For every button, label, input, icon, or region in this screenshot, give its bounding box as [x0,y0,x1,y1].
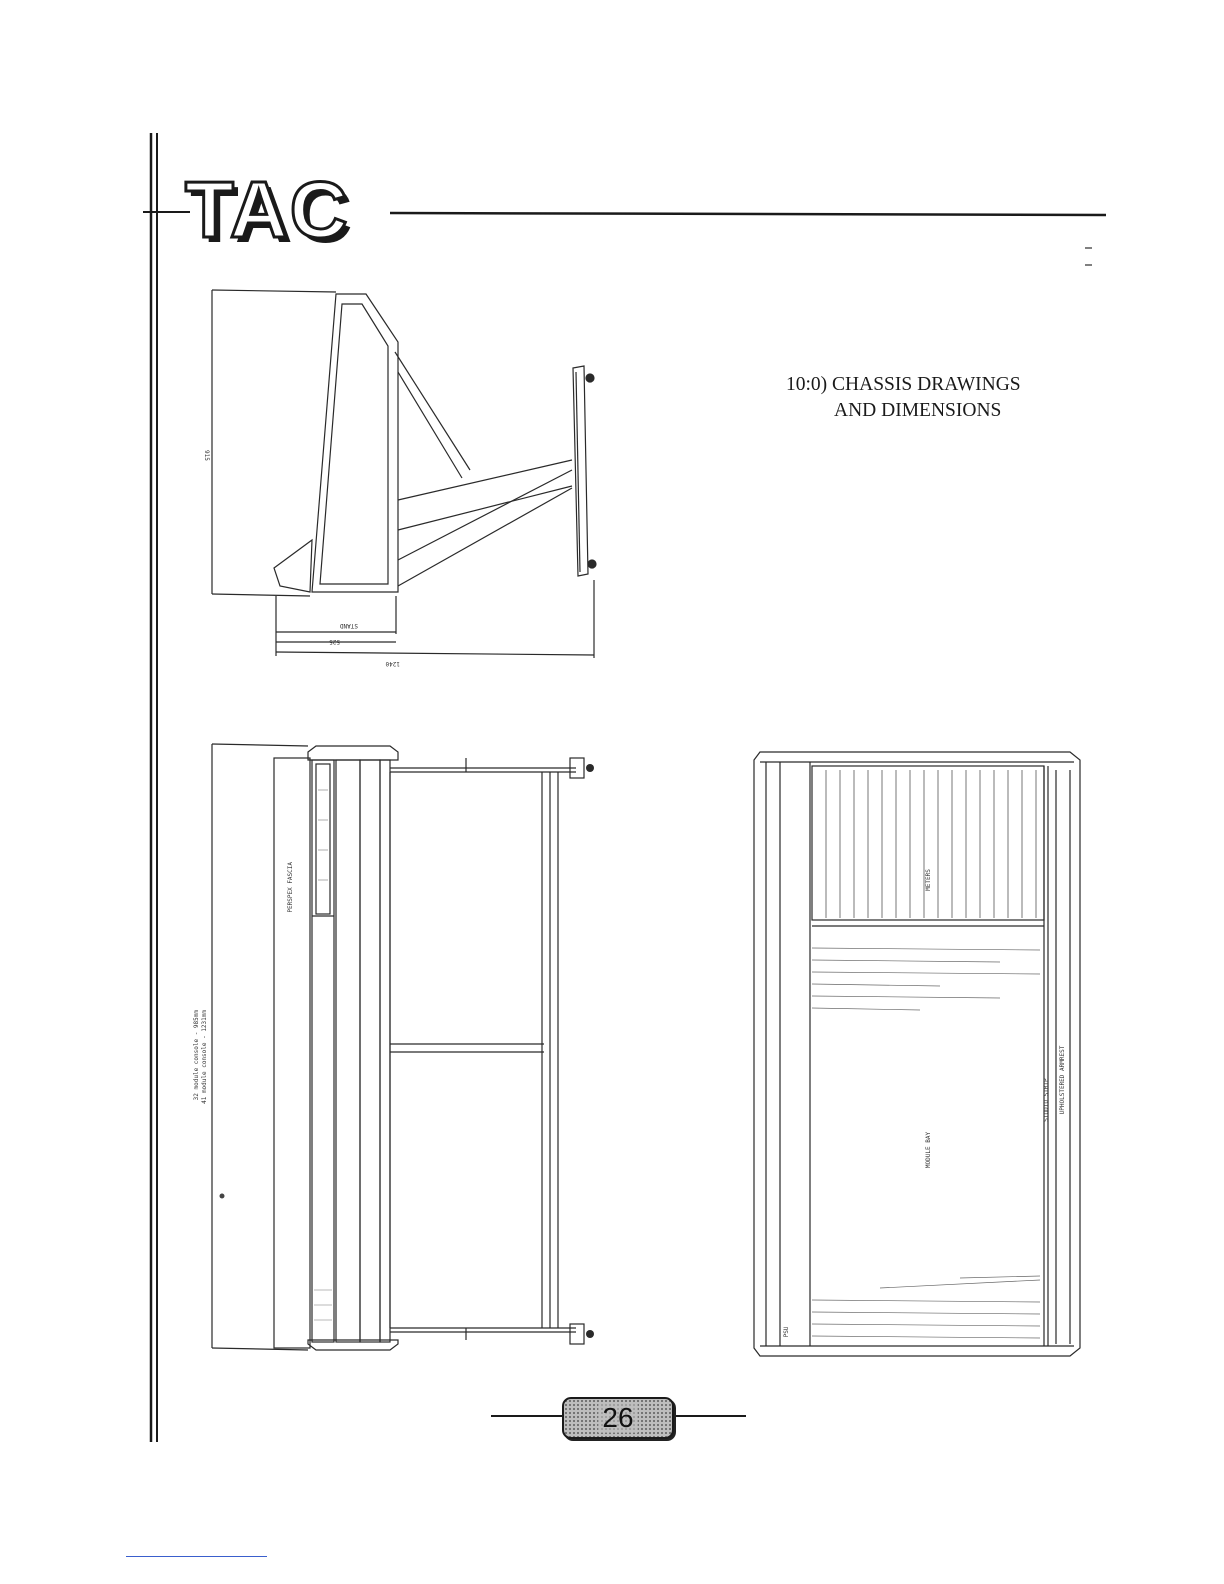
meters-label: METERS [925,869,932,891]
footer-underline [126,1556,267,1557]
section-heading-line-2: AND DIMENSIONS [834,400,1002,421]
side-height-label: 915 [203,450,210,461]
page-number-badge [562,1397,674,1439]
page-number: 26 [598,1402,637,1433]
side-depth-top-label: STAND [339,622,358,629]
fascia-label: PERSPEX FASCIA [287,862,294,913]
tac-logo: TAC [185,165,350,254]
front-width-label-1: 32 module console - 985mm [193,1010,200,1101]
armrest-label: UPHOLSTERED ARMREST [1059,1045,1066,1115]
module-bay-label: MODULE BAY [925,1131,932,1169]
studio-strip-label: STUDIO STRIP [1043,1078,1050,1122]
section-heading-line-1: 10:0) CHASSIS DRAWINGS [786,374,1021,395]
corner-label: PSU [783,1326,790,1338]
front-width-label-2: 41 module console - 1231mm [201,1010,208,1104]
side-depth-bottom-label: 1240 [385,660,400,667]
side-depth-mid-label: 525 [329,638,340,645]
